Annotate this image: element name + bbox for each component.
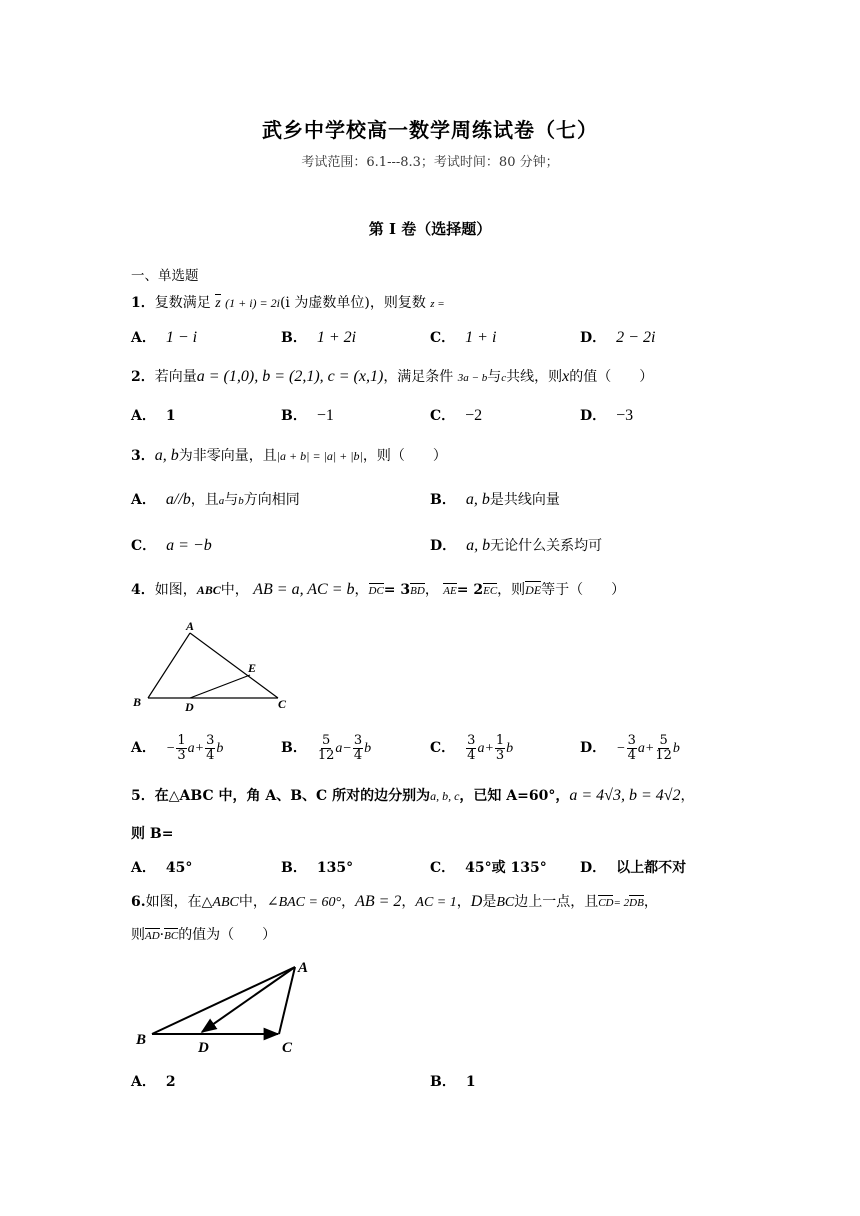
question-number: 1． bbox=[131, 295, 155, 311]
vertex-b-label: B bbox=[136, 1032, 147, 1048]
q2-option-b: B． −1 bbox=[281, 407, 334, 424]
question-4: 4．如图，ABC中， AB = a, AC = b，DC= 3BD， AE= 2EC，则DE等于（ ） bbox=[131, 581, 626, 598]
q4-option-d: D． − $\frac{3}{4}$ a+ $\frac{5}{12}$ b bbox=[580, 733, 680, 763]
section-heading: 一、单选题 bbox=[131, 268, 199, 284]
vertex-a-label: A bbox=[186, 619, 195, 633]
question-5: 5．在△ABC 中，角 A、B、C 所对的边分别为a, b, c，已知 A=60°，a = 4√3, b = 4√2， bbox=[131, 787, 695, 804]
q4-option-c: C． $\frac{3}{4}$ a+ $\frac{1}{3}$ b bbox=[430, 733, 514, 763]
q5-option-d: D． 以上都不对 bbox=[580, 860, 687, 876]
q1-option-a: A． 1 − i bbox=[131, 329, 198, 346]
q3-option-d: D． a, b无论什么关系均可 bbox=[430, 537, 603, 554]
page-title: 武乡中学校高一数学周练试卷（七） bbox=[262, 118, 598, 142]
question-6-line-2: 则AD·BC的值为（ ） bbox=[131, 927, 277, 943]
q6-option-b: B． 1 bbox=[430, 1074, 476, 1090]
q1-option-b: B． 1 + 2i bbox=[281, 329, 357, 346]
q2-option-d: D． −3 bbox=[580, 407, 634, 424]
q2-option-a: A． 1 bbox=[131, 408, 176, 424]
q3-option-c: C． a = −b bbox=[131, 537, 212, 554]
question-1: 1．复数满足 z (1 + i) = 2i(i 为虚数单位)，则复数 z = bbox=[131, 295, 445, 311]
q4-option-b: B． $\frac{5}{12}$ a− $\frac{3}{4}$ b bbox=[281, 733, 372, 763]
q1-option-c: C． 1 + i bbox=[430, 329, 497, 346]
q5-option-b: B． 135° bbox=[281, 860, 354, 876]
q2-option-c: C． −2 bbox=[430, 407, 483, 424]
q3-option-b: B． a, b是共线向量 bbox=[430, 491, 560, 508]
question-2: 2．若向量a = (1,0), b = (2,1), c = (x,1)，满足条件 3a − b与c共线，则x的值（ ） bbox=[131, 368, 654, 385]
q5-option-a: A． 45° bbox=[131, 860, 193, 876]
question-5-line-2: 则 B= bbox=[131, 826, 174, 842]
q5-option-c: C． 45°或 135° bbox=[430, 860, 547, 876]
q4-option-a: A． − $\frac{1}{3}$ a+ $\frac{3}{4}$ b bbox=[131, 733, 224, 763]
point-d-label: D bbox=[185, 700, 194, 714]
exam-subtitle: 考试范围：6.1---8.3；考试时间：80 分钟； bbox=[301, 155, 559, 170]
question-6: 6.如图，在△ABC中，∠BAC = 60°，AB = 2，AC = 1，D是BC边上一点，且CD= 2DB， bbox=[131, 893, 658, 910]
q3-option-a: A． a//b，且a与b方向相同 bbox=[131, 491, 300, 508]
q6-figure bbox=[132, 952, 322, 1062]
vertex-c-label: C bbox=[278, 697, 287, 711]
vertex-b-label: B bbox=[133, 695, 142, 709]
vertex-a-label: A bbox=[298, 960, 309, 976]
point-d-label: D bbox=[198, 1040, 209, 1056]
part-title: 第 I 卷（选择题） bbox=[368, 220, 492, 238]
vertex-c-label: C bbox=[282, 1040, 293, 1056]
q1-option-d: D． 2 − 2i bbox=[580, 329, 656, 346]
q6-option-a: A． 2 bbox=[131, 1074, 176, 1090]
point-e-label: E bbox=[248, 661, 257, 675]
question-3: 3．a, b为非零向量，且|a + b| = |a| + |b|，则（ ） bbox=[131, 447, 447, 464]
q4-figure bbox=[128, 615, 298, 715]
